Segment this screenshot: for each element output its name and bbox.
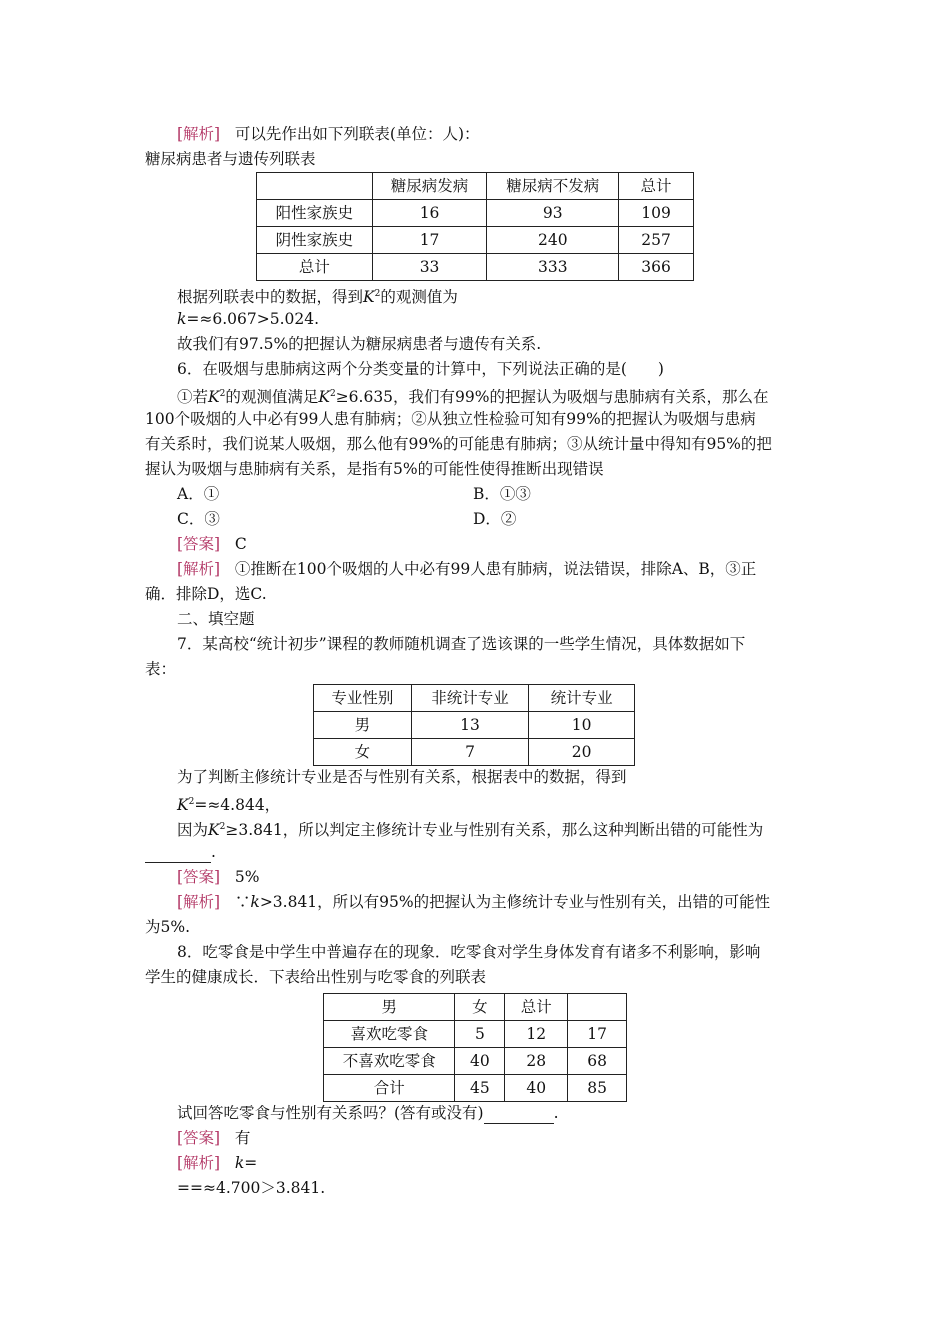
table-row bbox=[314, 712, 635, 739]
table-row bbox=[257, 227, 694, 254]
q6-analysis-line-1 bbox=[177, 558, 756, 580]
q5-observation-line bbox=[177, 283, 458, 308]
table-cell: 16 bbox=[372, 200, 487, 227]
table-header-cell: 非统计专业 bbox=[411, 685, 529, 712]
table-cell: 93 bbox=[487, 200, 619, 227]
text: ①若 bbox=[177, 388, 209, 406]
table-cell: 阳性家族史 bbox=[257, 200, 373, 227]
q7-stem-line-1: 7．某高校“统计初步”课程的教师随机调查了选该课的一些学生情况，具体数据如下 bbox=[177, 635, 746, 653]
k-symbol: K bbox=[208, 821, 220, 839]
analysis-tag: [解析] bbox=[177, 125, 221, 143]
table-cell: 17 bbox=[568, 1021, 627, 1048]
table-row bbox=[324, 1048, 627, 1075]
superscript: 2 bbox=[188, 797, 195, 807]
table-cell: 20 bbox=[529, 739, 635, 766]
table-row bbox=[257, 200, 694, 227]
table-header-cell: 总计 bbox=[505, 994, 568, 1021]
table-cell: 男 bbox=[314, 712, 412, 739]
table-cell: 333 bbox=[487, 254, 619, 281]
table-cell: 阴性家族史 bbox=[257, 227, 373, 254]
k-symbol: K bbox=[363, 288, 375, 306]
table-cell: 366 bbox=[619, 254, 694, 281]
answer-blank[interactable] bbox=[145, 846, 211, 863]
text: ≥6.635，我们有99%的把握认为吸烟与患肺病有关系，那么在 bbox=[335, 388, 769, 406]
table-cell: 不喜欢吃零食 bbox=[324, 1048, 455, 1075]
analysis-text: ①推断在100个吸烟的人中必有99人患有肺病，说法错误，排除A、B，③正 bbox=[234, 560, 757, 578]
text: ∵ bbox=[234, 893, 251, 911]
table-header-cell: 女 bbox=[455, 994, 505, 1021]
section-heading: 二、填空题 bbox=[177, 610, 255, 628]
answer-tag: [答案] bbox=[177, 868, 221, 886]
table-cell: 10 bbox=[529, 712, 635, 739]
table-cell: 17 bbox=[372, 227, 487, 254]
text: . bbox=[553, 1104, 559, 1122]
q7-stem-line-2: 表： bbox=[145, 660, 177, 678]
q8-answer-line bbox=[177, 1127, 250, 1149]
q6-statement-line-2: 100个吸烟的人中必有99人患有肺病；②从独立性检验可知有99%的把握认为吸烟与患病 bbox=[145, 410, 756, 428]
table-cell: 109 bbox=[619, 200, 694, 227]
table-row bbox=[257, 254, 694, 281]
table-cell: 40 bbox=[455, 1048, 505, 1075]
text: 的观测值满足 bbox=[225, 388, 319, 406]
table-title: 糖尿病患者与遗传列联表 bbox=[145, 150, 316, 168]
q7-line-c bbox=[177, 816, 763, 841]
q7-analysis-line-1 bbox=[177, 891, 770, 913]
k-symbol: K bbox=[318, 388, 330, 406]
table-header-row bbox=[314, 685, 635, 712]
text: 试回答吃零食与性别有关系吗？(答有或没有) bbox=[177, 1104, 484, 1122]
q8-stem-line-2: 学生的健康成长．下表给出性别与吃零食的列联表 bbox=[145, 968, 487, 986]
table-cell: 5 bbox=[455, 1021, 505, 1048]
table-header-cell: 男 bbox=[324, 994, 455, 1021]
q7-blank-line bbox=[145, 841, 216, 863]
text: ≥3.841，所以判定主修统计专业与性别有关系，那么这种判断出错的可能性为 bbox=[225, 821, 764, 839]
text: 根据列联表中的数据，得到 bbox=[177, 288, 364, 306]
table-row bbox=[324, 1075, 627, 1102]
q8-question-line bbox=[177, 1102, 559, 1124]
q5-analysis-line bbox=[177, 123, 480, 145]
answer-text: 有 bbox=[234, 1129, 251, 1147]
diabetes-contingency-table bbox=[256, 172, 694, 281]
text: 的观测值为 bbox=[380, 288, 458, 306]
q8-stem-line-1: 8．吃零食是中学生中普遍存在的现象．吃零食对学生身体发育有诸多不利影响，影响 bbox=[177, 943, 761, 961]
k-symbol: k bbox=[250, 893, 260, 911]
k-symbol: k bbox=[177, 310, 187, 328]
table-header-cell: 糖尿病不发病 bbox=[487, 173, 619, 200]
table-cell: 总计 bbox=[257, 254, 373, 281]
table-row bbox=[314, 739, 635, 766]
table-cell: 合计 bbox=[324, 1075, 455, 1102]
q6-stem: 6．在吸烟与患肺病这两个分类变量的计算中，下列说法正确的是( ) bbox=[177, 360, 664, 378]
q6-option-c: C．③ bbox=[177, 510, 220, 528]
table-header-cell bbox=[568, 994, 627, 1021]
text: 因为 bbox=[177, 821, 209, 839]
superscript: 2 bbox=[329, 389, 336, 399]
table-header-cell: 总计 bbox=[619, 173, 694, 200]
q6-statement-line-1 bbox=[177, 383, 769, 408]
text: =≈4.844， bbox=[194, 796, 281, 814]
table-row bbox=[324, 1021, 627, 1048]
q7-analysis-line-2: 为5%. bbox=[145, 918, 191, 936]
text: =≈6.067>5.024. bbox=[186, 310, 320, 328]
table-cell: 喜欢吃零食 bbox=[324, 1021, 455, 1048]
table-cell: 68 bbox=[568, 1048, 627, 1075]
superscript: 2 bbox=[374, 289, 381, 299]
answer-tag: [答案] bbox=[177, 1129, 221, 1147]
q6-option-d: D．② bbox=[473, 510, 517, 528]
analysis-tag: [解析] bbox=[177, 893, 221, 911]
superscript: 2 bbox=[219, 389, 226, 399]
analysis-tag: [解析] bbox=[177, 560, 221, 578]
table-cell: 女 bbox=[314, 739, 412, 766]
text: = bbox=[244, 1154, 258, 1172]
table-header-cell bbox=[257, 173, 373, 200]
table-cell: 13 bbox=[411, 712, 529, 739]
answer-blank[interactable] bbox=[484, 1107, 554, 1124]
table-cell: 7 bbox=[411, 739, 529, 766]
table-header-cell: 糖尿病发病 bbox=[372, 173, 487, 200]
q6-analysis-line-2: 确．排除D，选C. bbox=[145, 585, 267, 603]
q6-statement-line-4: 握认为吸烟与患肺病有关系，是指有5%的可能性使得推断出现错误 bbox=[145, 460, 604, 478]
table-cell: 28 bbox=[505, 1048, 568, 1075]
q8-analysis-line-1 bbox=[177, 1152, 257, 1174]
analysis-tag: [解析] bbox=[177, 1154, 221, 1172]
k-symbol: k bbox=[234, 1154, 245, 1172]
table-cell: 85 bbox=[568, 1075, 627, 1102]
table-cell: 40 bbox=[505, 1075, 568, 1102]
q7-answer-line bbox=[177, 866, 259, 888]
table-cell: 257 bbox=[619, 227, 694, 254]
analysis-text: 可以先作出如下列联表(单位：人)： bbox=[234, 125, 480, 143]
table-cell: 33 bbox=[372, 254, 487, 281]
table-header-row bbox=[324, 994, 627, 1021]
q5-conclusion: 故我们有97.5%的把握认为糖尿病患者与遗传有关系. bbox=[177, 335, 542, 353]
major-gender-table bbox=[313, 684, 635, 766]
table-header-cell: 统计专业 bbox=[529, 685, 635, 712]
answer-tag: [答案] bbox=[177, 535, 221, 553]
q6-answer-line bbox=[177, 533, 247, 555]
table-cell: 45 bbox=[455, 1075, 505, 1102]
table-header-row bbox=[257, 173, 694, 200]
table-header-cell: 专业性别 bbox=[314, 685, 412, 712]
q6-statement-line-3: 有关系时，我们说某人吸烟，那么他有99%的可能患有肺病；③从统计量中得知有95%的把 bbox=[145, 435, 772, 453]
answer-text: 5% bbox=[234, 868, 260, 886]
text: . bbox=[211, 843, 216, 861]
q5-formula-line bbox=[177, 308, 319, 330]
k-symbol: K bbox=[177, 796, 189, 814]
table-cell: 240 bbox=[487, 227, 619, 254]
superscript: 2 bbox=[219, 822, 226, 832]
q6-option-b: B．①③ bbox=[473, 485, 531, 503]
q6-option-a: A．① bbox=[177, 485, 220, 503]
snack-gender-table bbox=[323, 993, 627, 1102]
q7-formula-line bbox=[177, 791, 280, 816]
table-cell: 12 bbox=[505, 1021, 568, 1048]
text: >3.841，所以有95%的把握认为主修统计专业与性别有关，出错的可能性 bbox=[259, 893, 771, 911]
answer-text: C bbox=[234, 535, 247, 553]
q8-analysis-line-2: ==≈4.700＞3.841. bbox=[177, 1179, 326, 1197]
k-symbol: K bbox=[208, 388, 220, 406]
q7-line-a: 为了判断主修统计专业是否与性别有关系，根据表中的数据，得到 bbox=[177, 768, 627, 786]
